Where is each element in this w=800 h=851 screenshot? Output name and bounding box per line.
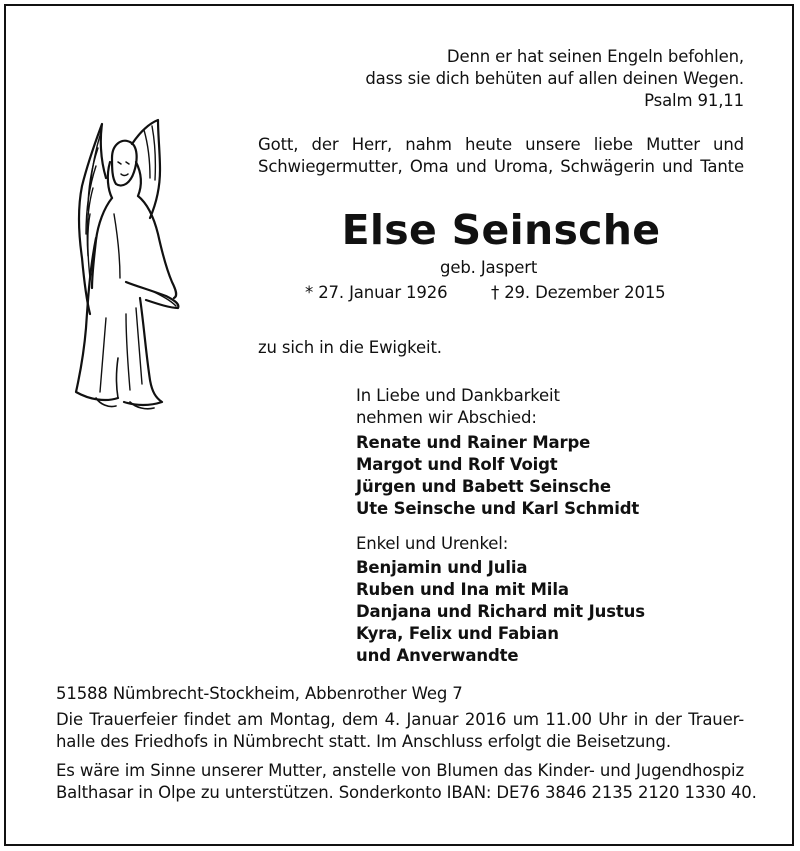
farewell-line: nehmen wir Abschied: [356, 408, 537, 427]
funeral-line: Die Trauerfeier findet am Montag, dem 4. Januar 2016 um 11.00 Uhr in der Trauer- [56, 710, 744, 729]
intro-line: Schwiegermutter, Oma und Uroma, Schwägerin und Tante [258, 157, 744, 176]
grandchildren-heading: Enkel und Urenkel: [356, 534, 509, 553]
grandchild-entry: Benjamin und Julia [356, 558, 528, 577]
farewell-text [356, 385, 560, 429]
intro-line: Gott, der Herr, nahm heute unsere liebe Mutter und [258, 135, 744, 154]
grandchild-entry: und Anverwandte [356, 646, 519, 665]
quote-line: Denn er hat seinen Engeln befohlen, [446, 47, 744, 66]
quote-line: dass sie dich behüten auf allen deinen Wegen. [365, 69, 744, 88]
death-date: † 29. Dezember 2015 [491, 283, 666, 302]
funeral-line: halle des Friedhofs in Nümbrecht statt. Im Anschluss erfolgt die Beisetzung. [56, 732, 671, 751]
intro-text [258, 134, 744, 178]
farewell-line: In Liebe und Dankbarkeit [356, 386, 560, 405]
donation-notice [56, 760, 757, 804]
family-member: Ute Seinsche und Karl Schmidt [356, 499, 640, 518]
maiden-name: geb. Jaspert [440, 258, 538, 277]
angel-illustration [66, 118, 191, 410]
family-member: Jürgen und Babett Seinsche [356, 477, 611, 496]
grandchild-entry: Danjana und Richard mit Justus [356, 602, 645, 621]
life-dates [305, 282, 666, 304]
birth-date: * 27. Januar 1926 [305, 283, 448, 302]
funeral-notice [56, 709, 744, 753]
quote-source: Psalm 91,11 [644, 91, 744, 110]
closing-phrase: zu sich in die Ewigkeit. [258, 338, 442, 357]
grandchildren-list [356, 557, 645, 667]
family-list [356, 432, 639, 520]
address: 51588 Nümbrecht-Stockheim, Abbenrother Weg 7 [56, 684, 463, 703]
family-member: Renate und Rainer Marpe [356, 433, 591, 452]
deceased-name: Else Seinsche [341, 206, 661, 254]
psalm-quote [365, 46, 744, 112]
donation-line: Es wäre im Sinne unserer Mutter, anstelle von Blumen das Kinder- und Jugendhospiz [56, 761, 744, 780]
family-member: Margot und Rolf Voigt [356, 455, 558, 474]
grandchild-entry: Ruben und Ina mit Mila [356, 580, 569, 599]
donation-line: Balthasar in Olpe zu unterstützen. Sonderkonto IBAN: DE76 3846 2135 2120 1330 40. [56, 783, 757, 802]
grandchild-entry: Kyra, Felix und Fabian [356, 624, 559, 643]
